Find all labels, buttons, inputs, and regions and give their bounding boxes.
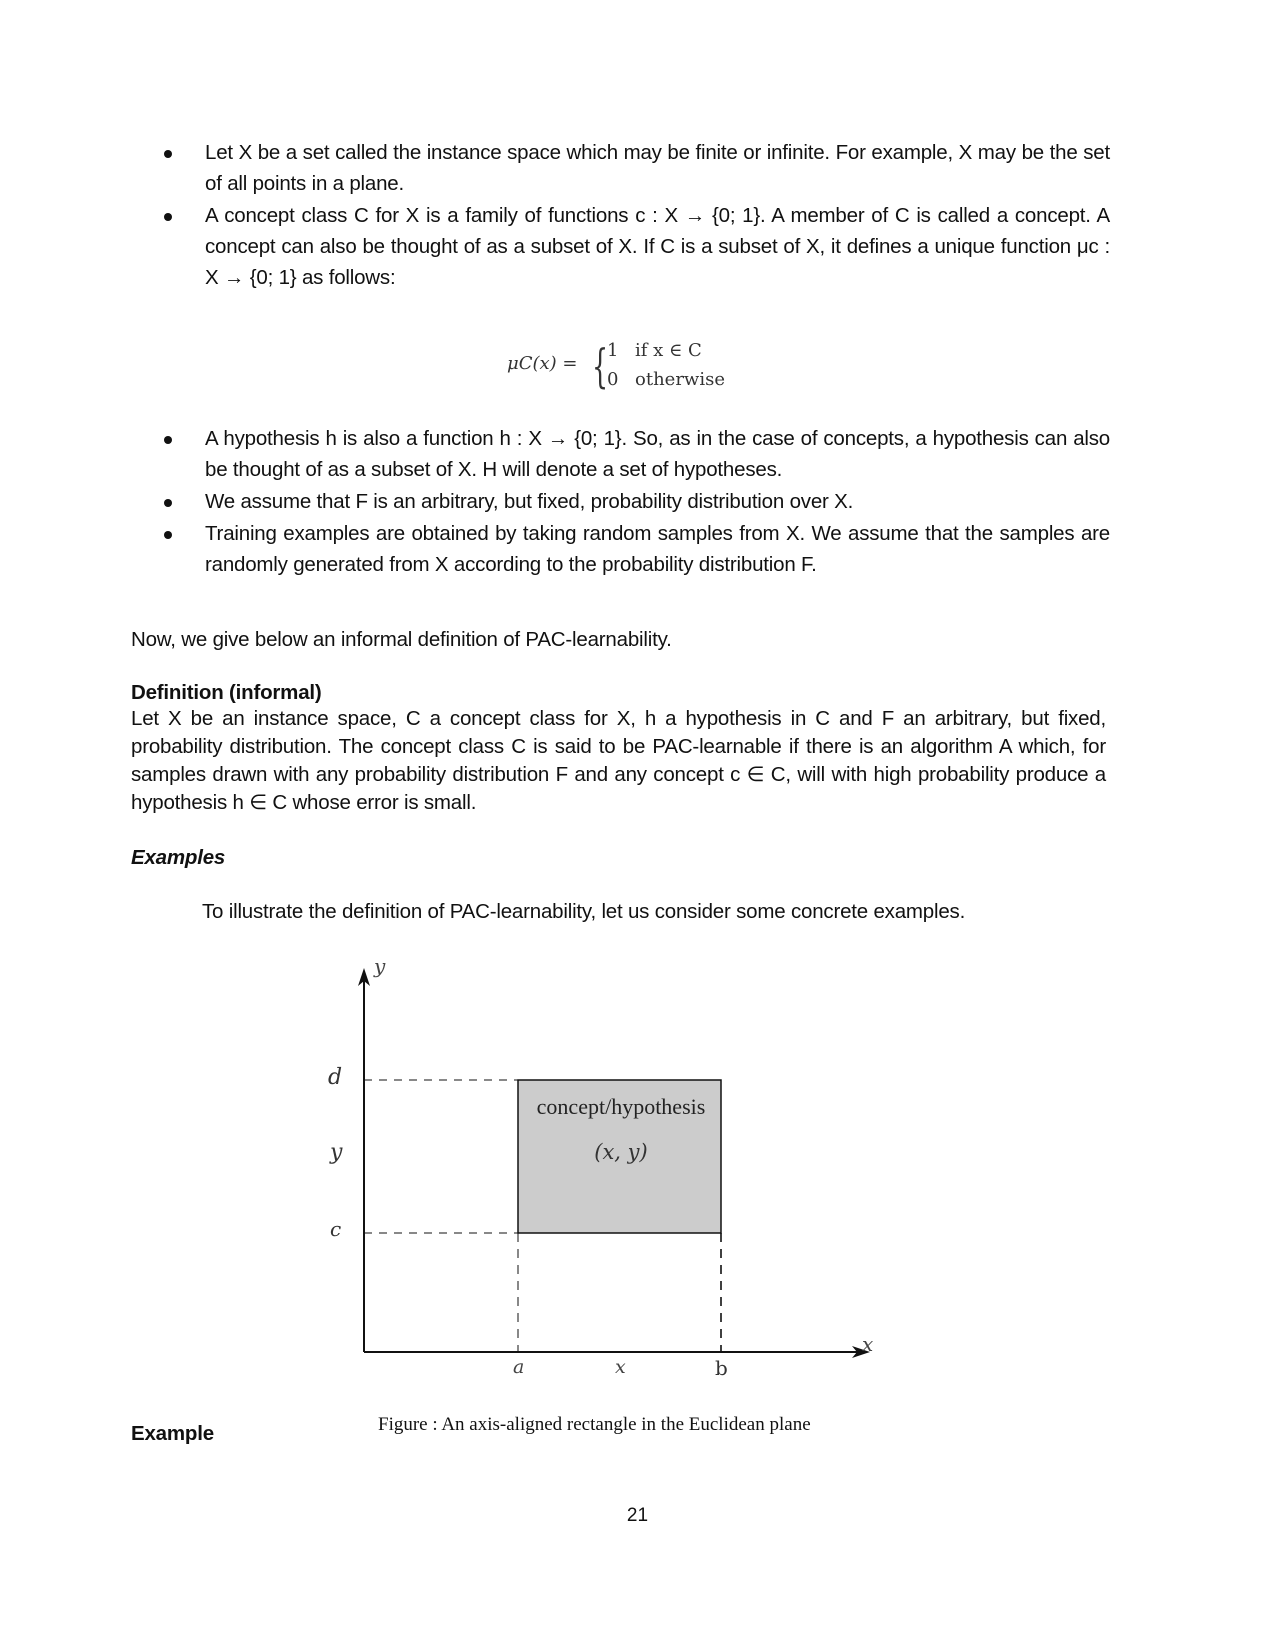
bullet-icon	[164, 499, 172, 507]
formula-lhs: μC(x) =	[507, 353, 578, 374]
intro-paragraph: Now, we give below an informal definition of PAC-learnability.	[131, 628, 672, 651]
y-tick-d: d	[328, 1065, 343, 1090]
page-number: 21	[626, 1505, 649, 1526]
figure-caption: Figure : An axis-aligned rectangle in the Euclidean plane	[378, 1414, 811, 1435]
formula-case: 0 otherwise	[607, 369, 725, 390]
x-tick-x: x	[615, 1356, 626, 1378]
definition-body: Let X be an instance space, C a concept class for X, h a hypothesis in C and F an arbitrary, but fixed, probability distribution. The concept class C is said to be PAC-learnable if there is an algorithm A which, for samples drawn with any probability distribution F and any concept c ∈ C, will with high probability produce a hypothesis h ∈ C whose error is small.	[131, 707, 1106, 814]
list-item: We assume that F is an arbitrary, but fixed, probability distribution over X.	[160, 486, 1110, 517]
definitions-list-bottom	[160, 423, 1110, 581]
y-axis-label: y	[374, 954, 386, 978]
bullet-icon	[164, 531, 172, 539]
list-item: A hypothesis h is also a function h : X → {0; 1}. So, as in the case of concepts, a hypothesis can also be thought of as a subset of X. H will denote a set of hypotheses.	[160, 423, 1110, 485]
y-tick-c: c	[330, 1217, 342, 1241]
x-tick-b: b	[715, 1356, 728, 1380]
definition-heading: Definition (informal)	[131, 681, 322, 704]
x-axis-label: x	[862, 1332, 874, 1356]
point-label: (x, y)	[594, 1140, 648, 1164]
left-brace-icon: {	[592, 339, 609, 393]
y-tick-y: y	[330, 1140, 343, 1165]
bullet-icon	[164, 213, 172, 221]
bullet-icon	[164, 436, 172, 444]
examples-heading: Examples	[131, 846, 226, 869]
example-heading: Example	[131, 1422, 214, 1445]
formula-case: 1 if x ∈ C	[607, 340, 702, 361]
axis-aligned-rectangle-diagram	[340, 960, 900, 1380]
x-tick-a: a	[513, 1356, 525, 1378]
examples-intro: To illustrate the definition of PAC-learnability, let us consider some concrete examples.	[202, 900, 966, 923]
list-item: Training examples are obtained by taking random samples from X. We assume that the samples are randomly generated from X according to the probability distribution F.	[160, 518, 1110, 580]
rectangle-figure	[328, 954, 900, 1380]
bullet-icon	[164, 150, 172, 158]
definitions-list-top	[160, 137, 1110, 294]
list-item: Let X be a set called the instance space which may be finite or infinite. For example, X may be the set of all points in a plane.	[160, 137, 1110, 199]
rectangle-label: concept/hypothesis	[536, 1094, 706, 1119]
list-item: A concept class C for X is a family of functions c : X → {0; 1}. A member of C is called a concept. A concept can also be thought of as a subset of X. If C is a subset of X, it defines a unique function μᴄ : X → {0; 1} as follows:	[160, 200, 1110, 293]
